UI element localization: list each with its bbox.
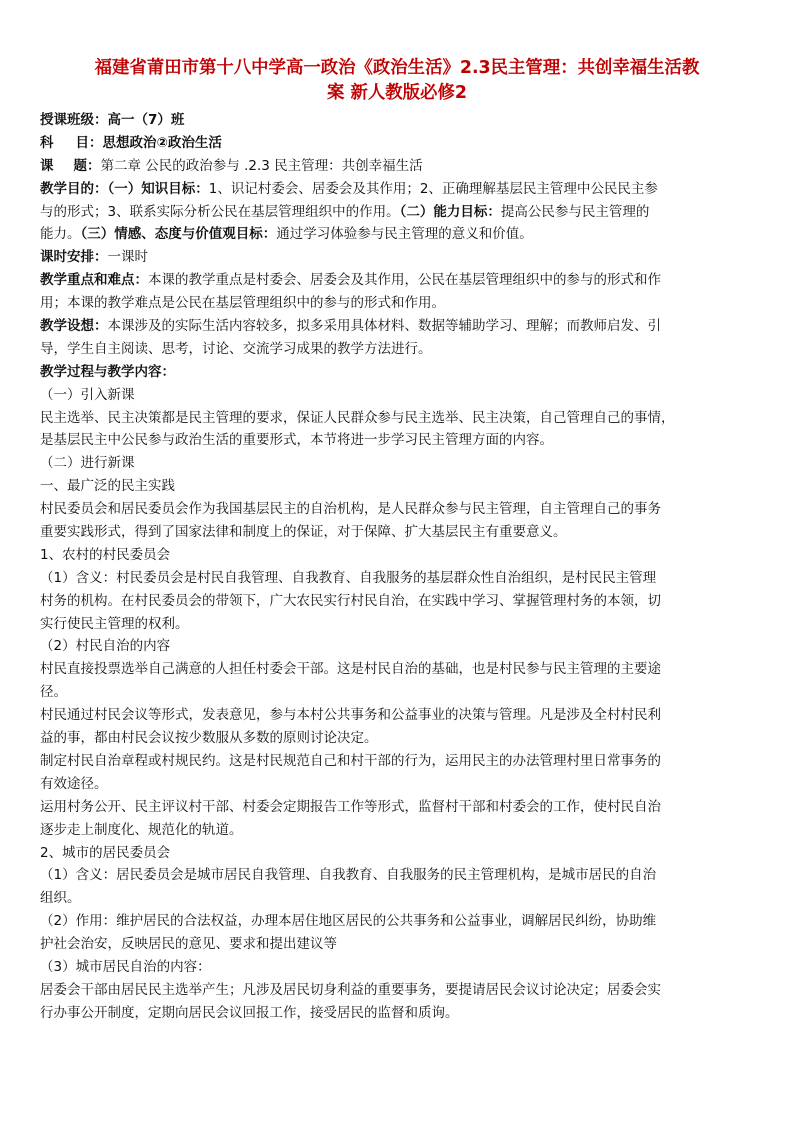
schedule-line bbox=[40, 246, 760, 269]
content-line: 1、农村的村民委员会 bbox=[40, 546, 171, 563]
content-line: 组织。 bbox=[40, 890, 81, 907]
content-line: 村民直接投票选举自己满意的人担任村委会干部。这是村民自治的基础，也是村民参与民主管理的主要途 bbox=[40, 661, 661, 678]
topic-label-a: 课 bbox=[40, 157, 54, 174]
class-line bbox=[40, 109, 760, 132]
topic-label-b: 题： bbox=[73, 157, 101, 174]
design-line-2: 导，学生自主阅读、思考，讨论、交流学习成果的教学方法进行。 bbox=[40, 340, 432, 357]
key-points-line-2: 用；本课的教学难点是公民在基层管理组织中的参与的形式和作用。 bbox=[40, 295, 445, 312]
content-line: （二）进行新课 bbox=[40, 455, 135, 472]
design-line-1 bbox=[40, 315, 760, 338]
content-line: 居委会干部由居民民主选举产生；凡涉及居民切身利益的重要事务，要提请居民会议讨论决定；居委会实 bbox=[40, 981, 661, 998]
content-line: 实行使民主管理的权利。 bbox=[40, 615, 189, 632]
content-line: 重要实践形式，得到了国家法律和制度上的保证，对于保障、扩大基层民主有重要意义。 bbox=[40, 524, 567, 541]
objectives-label: 教学目的： bbox=[40, 180, 108, 197]
title-line-2: 案 新人教版必修2 bbox=[327, 83, 467, 103]
content-line: 是基层民主中公民参与政治生活的重要形式，本节将进一步学习民主管理方面的内容。 bbox=[40, 432, 553, 449]
knowledge-goal-text: 1、识记村委会、居委会及其作用；2、正确理解基层民主管理中公民民主参 bbox=[208, 180, 658, 197]
process-heading: 教学过程与教学内容： bbox=[40, 363, 175, 380]
schedule-value: 一课时 bbox=[107, 249, 148, 266]
key-points-text: 本课的教学重点是村委会、居委会及其作用，公民在基层管理组织中的参与的形式和作 bbox=[148, 272, 661, 289]
content-line: 村民委员会和居民委员会作为我国基层民主的自治机构，是人民群众参与民主管理，自主管理自己的事务 bbox=[40, 501, 661, 518]
subject-label-a: 科 bbox=[40, 134, 54, 151]
content-line: 一、最广泛的民主实践 bbox=[40, 478, 175, 495]
content-line: （3）城市居民自治的内容： bbox=[40, 958, 211, 975]
objectives-line-2 bbox=[40, 201, 760, 224]
subject-line bbox=[40, 132, 760, 155]
content-line: 运用村务公开、民主评议村干部、村委会定期报告工作等形式，监督村干部和村委会的工作，使村民自治 bbox=[40, 798, 661, 815]
ability-goal-text: 提高公民参与民主管理的 bbox=[500, 203, 650, 220]
content-line: 村民通过村民会议等形式，发表意见，参与本村公共事务和公益事业的决策与管理。凡是涉及全村村民利 bbox=[40, 707, 661, 724]
subject-label-b: 目： bbox=[75, 134, 103, 151]
topic-value: 第二章 公民的政治参与 .2.3 民主管理：共创幸福生活 bbox=[100, 157, 423, 174]
class-label: 授课班级： bbox=[40, 112, 108, 128]
content-line: （2）作用：维护居民的合法权益，办理本居住地区居民的公共事务和公益事业，调解居民纠纷，协助维 bbox=[40, 913, 657, 930]
content-line: 益的事，都由村民会议按少数服从多数的原则讨论决定。 bbox=[40, 730, 378, 747]
content-line: （一）引入新课 bbox=[40, 386, 135, 403]
design-text: 本课涉及的实际生活内容较多，拟多采用具体材料、数据等辅助学习、理解；而教师启发、引 bbox=[107, 318, 661, 335]
schedule-label: 课时安排： bbox=[40, 249, 108, 266]
class-value: 高一（7）班 bbox=[107, 112, 185, 128]
topic-line bbox=[40, 155, 760, 178]
knowledge-goal-label: （一）知识目标： bbox=[107, 180, 209, 197]
title-line-1: 福建省莆田市第十八中学高一政治《政治生活》2.3民主管理：共创幸福生活教 bbox=[94, 58, 700, 78]
ability-goal-text-2: 能力。 bbox=[40, 226, 81, 243]
content-line: （1）含义：居民委员会是城市居民自我管理、自我教育、自我服务的民主管理机构，是城市居民的自治 bbox=[40, 867, 657, 884]
content-line: 村务的机构。在村民委员会的带领下，广大农民实行村民自治，在实践中学习、掌握管理村务的本领，切 bbox=[40, 592, 661, 609]
key-points-line-1 bbox=[40, 269, 760, 292]
content-line: 行办事公开制度，定期向居民会议回报工作，接受居民的监督和质询。 bbox=[40, 1004, 459, 1021]
content-line: （2）村民自治的内容 bbox=[40, 638, 171, 655]
objectives-line-1 bbox=[40, 178, 760, 201]
content-line: 径。 bbox=[40, 684, 67, 701]
document-body bbox=[40, 109, 760, 1025]
knowledge-goal-text-2: 与的形式；3、联系实际分析公民在基层管理组织中的作用。 bbox=[40, 203, 400, 220]
objectives-line-3 bbox=[40, 223, 760, 246]
design-label: 教学设想： bbox=[40, 318, 108, 335]
content-line: 护社会治安，反映居民的意见、要求和提出建议等 bbox=[40, 936, 337, 953]
content-line: 制定村民自治章程或村规民约。这是村民规范自己和村干部的行为，运用民主的办法管理村里日常事务的 bbox=[40, 752, 661, 769]
key-points-label: 教学重点和难点： bbox=[40, 272, 148, 289]
ability-goal-label: （二）能力目标： bbox=[399, 203, 501, 220]
values-goal-text: 通过学习体验参与民主管理的意义和价值。 bbox=[276, 226, 533, 243]
content-line: 2、城市的居民委员会 bbox=[40, 844, 171, 861]
content-line: （1）含义：村民委员会是村民自我管理、自我教育、自我服务的基层群众性自治组织，是村民民主管理 bbox=[40, 569, 657, 586]
document-title bbox=[30, 56, 764, 106]
content-line: 逐步走上制度化、规范化的轨道。 bbox=[40, 821, 243, 838]
content-line: 民主选举、民主决策都是民主管理的要求，保证人民群众参与民主选举、民主决策，自己管理自己的事情， bbox=[40, 409, 675, 426]
subject-value: 思想政治②政治生活 bbox=[102, 134, 222, 151]
content-line: 有效途径。 bbox=[40, 775, 108, 792]
values-goal-label: （三）情感、态度与价值观目标： bbox=[80, 226, 277, 243]
